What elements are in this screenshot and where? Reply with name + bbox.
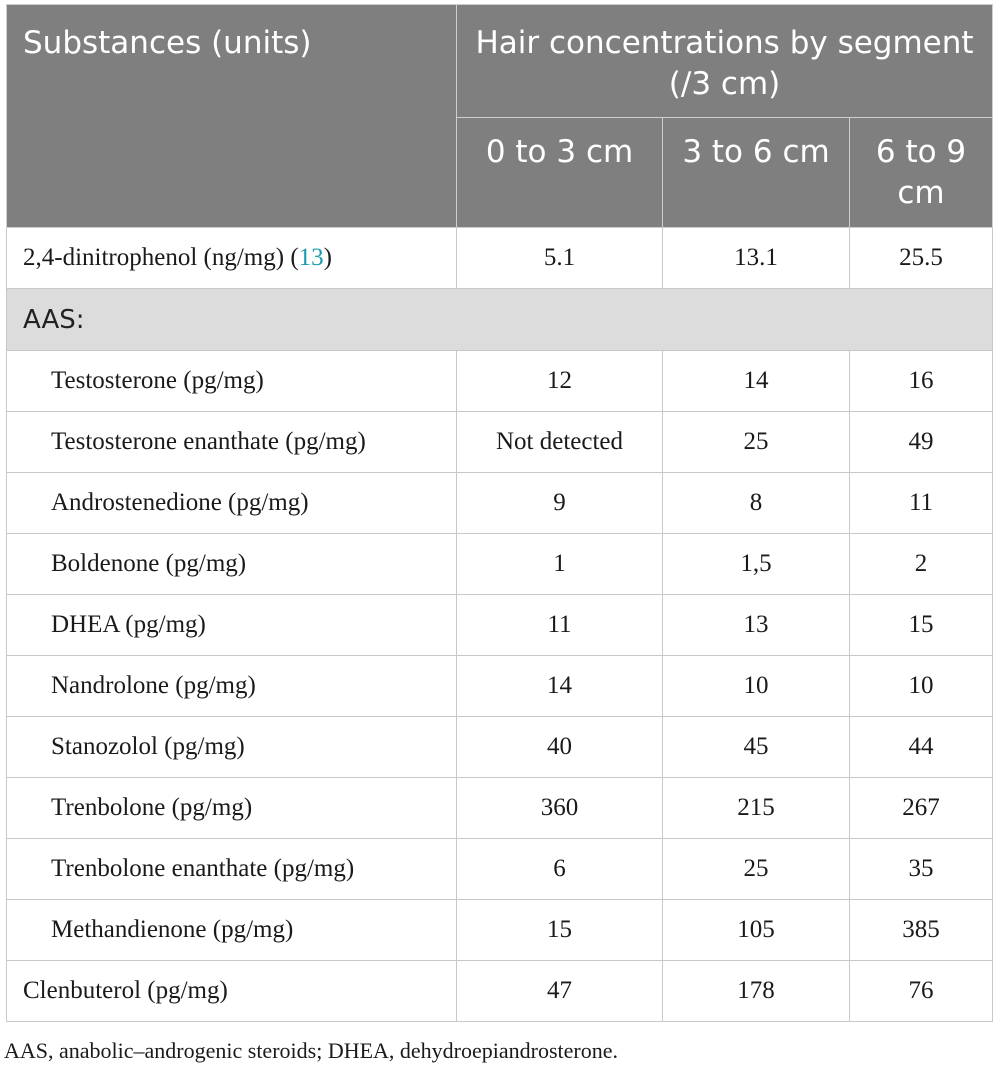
cell-value: 25 — [663, 839, 850, 900]
row-label: DHEA (pg/mg) — [7, 595, 457, 656]
cell-value: 13.1 — [663, 228, 850, 289]
row-label-close: ) — [323, 244, 332, 271]
row-label: Trenbolone (pg/mg) — [7, 778, 457, 839]
cell-value: 1,5 — [663, 534, 850, 595]
row-label: Testosterone (pg/mg) — [7, 351, 457, 412]
cell-value: 40 — [457, 717, 663, 778]
cell-value: 13 — [663, 595, 850, 656]
table-footnote: AAS, anabolic–androgenic steroids; DHEA, dehydroepiandrosterone. — [4, 1038, 619, 1063]
table-row — [7, 656, 993, 717]
table-row — [7, 534, 993, 595]
table-row — [7, 228, 993, 289]
table-row — [7, 595, 993, 656]
cell-value: 15 — [457, 900, 663, 961]
row-label: Nandrolone (pg/mg) — [7, 656, 457, 717]
cell-value: 12 — [457, 351, 663, 412]
row-label — [7, 228, 457, 289]
cell-value: 49 — [850, 412, 993, 473]
header-segment-3-6: 3 to 6 cm — [663, 118, 850, 228]
cell-value: 44 — [850, 717, 993, 778]
section-label: AAS: — [7, 289, 993, 351]
table-row — [7, 717, 993, 778]
cell-value: 1 — [457, 534, 663, 595]
table-row — [7, 351, 993, 412]
row-label: Trenbolone enanthate (pg/mg) — [7, 839, 457, 900]
cell-value: Not detected — [457, 412, 663, 473]
table-row — [7, 778, 993, 839]
cell-value: 215 — [663, 778, 850, 839]
cell-value: 5.1 — [457, 228, 663, 289]
header-segment-0-3: 0 to 3 cm — [457, 118, 663, 228]
cell-value: 25.5 — [850, 228, 993, 289]
cell-value: 47 — [457, 961, 663, 1022]
cell-value: 10 — [663, 656, 850, 717]
cell-value: 11 — [850, 473, 993, 534]
row-label: Stanozolol (pg/mg) — [7, 717, 457, 778]
header-hair-concentrations: Hair concentrations by segment (/3 cm) — [457, 5, 993, 118]
cell-value: 15 — [850, 595, 993, 656]
header-substances: Substances (units) — [7, 5, 457, 228]
reference-link[interactable]: 13 — [298, 244, 324, 271]
table-row — [7, 412, 993, 473]
cell-value: 178 — [663, 961, 850, 1022]
cell-value: 9 — [457, 473, 663, 534]
cell-value: 10 — [850, 656, 993, 717]
row-label: Testosterone enanthate (pg/mg) — [7, 412, 457, 473]
cell-value: 14 — [457, 656, 663, 717]
table-row — [7, 961, 993, 1022]
cell-value: 105 — [663, 900, 850, 961]
cell-value: 14 — [663, 351, 850, 412]
row-label: Androstenedione (pg/mg) — [7, 473, 457, 534]
cell-value: 45 — [663, 717, 850, 778]
section-row-aas — [7, 289, 993, 351]
cell-value: 76 — [850, 961, 993, 1022]
cell-value: 11 — [457, 595, 663, 656]
cell-value: 6 — [457, 839, 663, 900]
cell-value: 16 — [850, 351, 993, 412]
row-label: Clenbuterol (pg/mg) — [7, 961, 457, 1022]
table-row — [7, 473, 993, 534]
header-segment-6-9: 6 to 9 cm — [850, 118, 993, 228]
cell-value: 35 — [850, 839, 993, 900]
row-label: Boldenone (pg/mg) — [7, 534, 457, 595]
hair-concentration-table — [6, 4, 993, 1022]
cell-value: 360 — [457, 778, 663, 839]
table-row — [7, 839, 993, 900]
cell-value: 2 — [850, 534, 993, 595]
cell-value: 25 — [663, 412, 850, 473]
cell-value: 385 — [850, 900, 993, 961]
cell-value: 8 — [663, 473, 850, 534]
table-row — [7, 900, 993, 961]
row-label-text: 2,4-dinitrophenol (ng/mg) ( — [23, 244, 299, 271]
cell-value: 267 — [850, 778, 993, 839]
row-label: Methandienone (pg/mg) — [7, 900, 457, 961]
